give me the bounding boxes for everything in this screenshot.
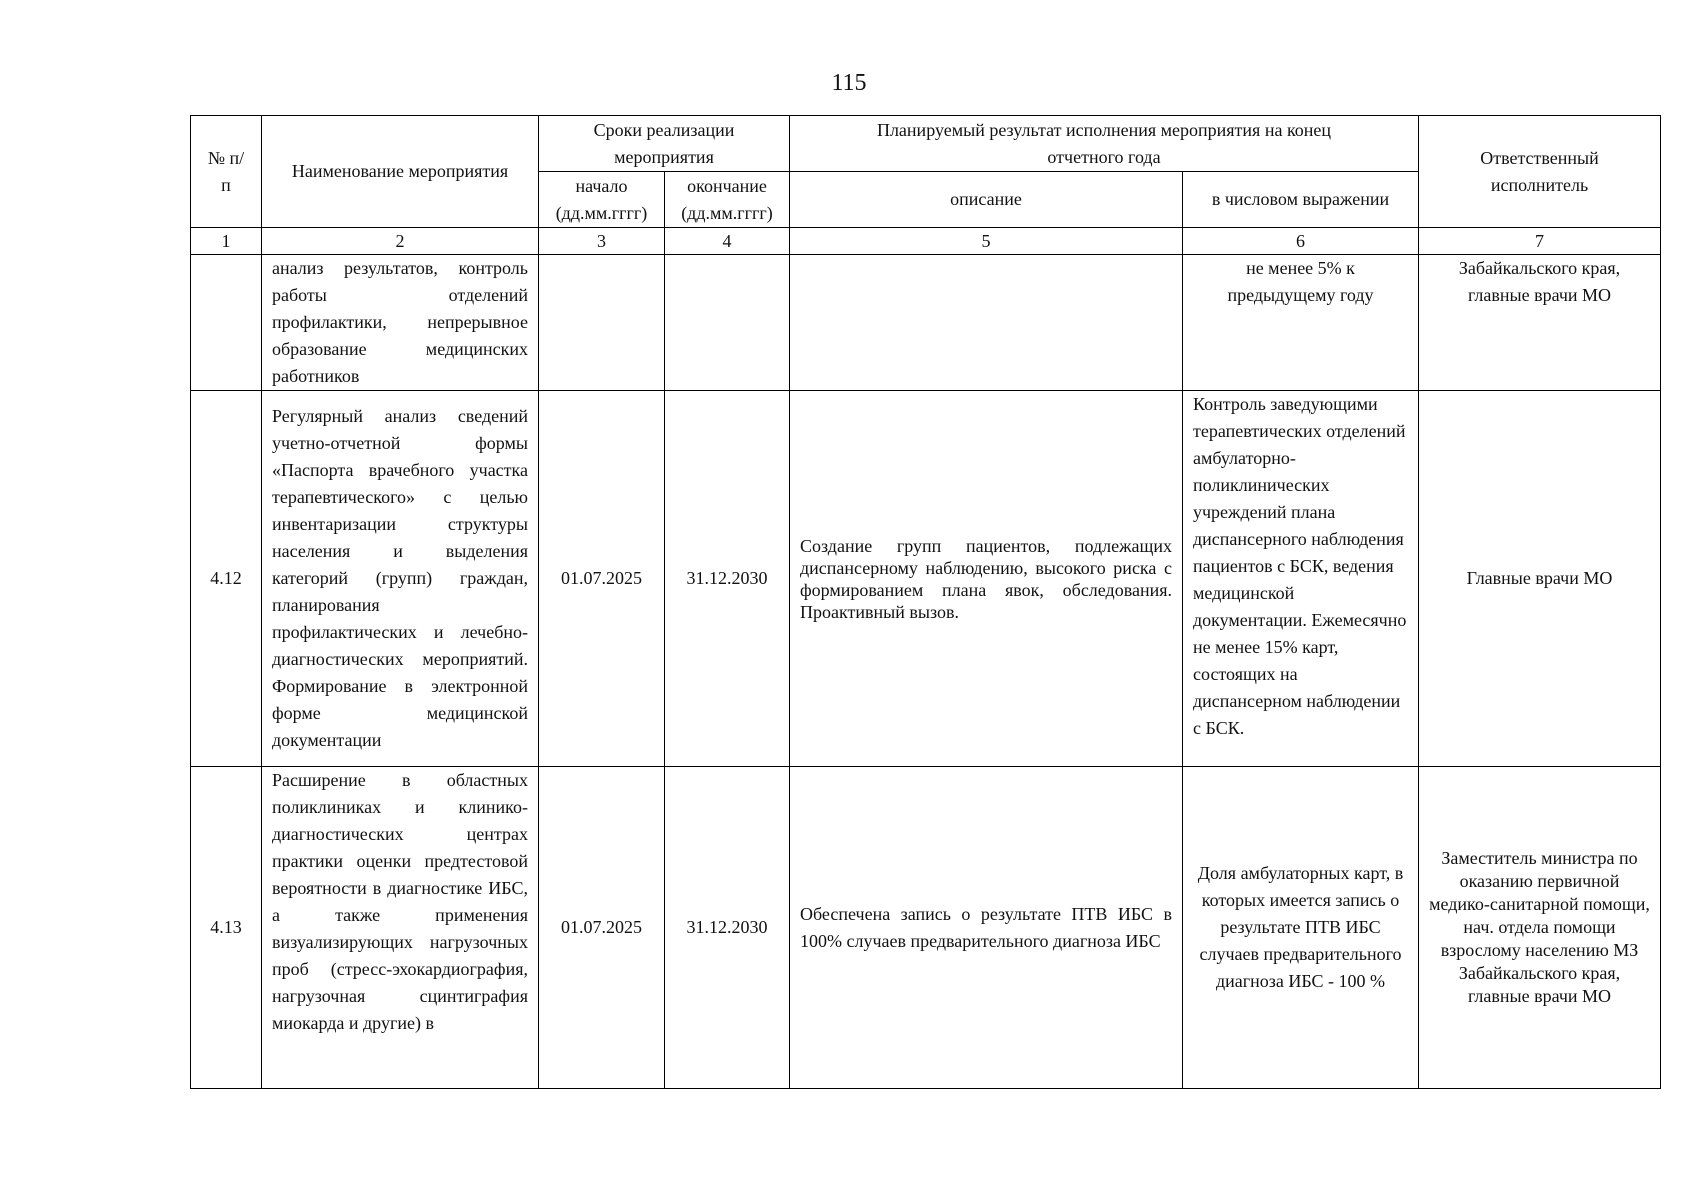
header-name: Наименование мероприятия — [262, 116, 539, 228]
row-numeric: Доля амбулаторных карт, в которых имеется запись о результате ПТВ ИБС случаев предварительного диагноза ИБС - 100 % — [1183, 767, 1419, 1089]
header-responsible: Ответственный исполнитель — [1419, 116, 1661, 228]
row-end: 31.12.2030 — [665, 767, 790, 1089]
header-start: начало (дд.мм.гггг) — [539, 172, 665, 228]
row-num — [191, 255, 262, 391]
column-number: 3 — [539, 228, 665, 255]
header-terms: Сроки реализации мероприятия — [539, 116, 790, 172]
column-number: 5 — [790, 228, 1183, 255]
column-number: 7 — [1419, 228, 1661, 255]
table-row — [191, 767, 1661, 1089]
row-end: 31.12.2030 — [665, 391, 790, 767]
row-numeric: не менее 5% к предыдущему году — [1183, 255, 1419, 391]
row-responsible: Заместитель министра по оказанию первичной медико-санитарной помощи, нач. отдела помощи взрослому населению МЗ Забайкальского края, главные врачи МО — [1419, 767, 1661, 1089]
column-numbers-row — [191, 228, 1661, 255]
row-description: Обеспечена запись о результате ПТВ ИБС в 100% случаев предварительного диагноза ИБС — [790, 767, 1183, 1089]
row-end — [665, 255, 790, 391]
column-number: 2 — [262, 228, 539, 255]
activities-table — [190, 115, 1661, 1089]
header-numeric: в числовом выражении — [1183, 172, 1419, 228]
column-number: 4 — [665, 228, 790, 255]
row-name: анализ результатов, контроль работы отделений профилактики, непрерывное образование медицинских работников — [262, 255, 539, 391]
header-num: № п/п — [191, 116, 262, 228]
table-row — [191, 255, 1661, 391]
row-name: Расширение в областных поликлиниках и клинико-диагностических центрах практики оценки предтестовой вероятности в диагностике ИБС, а также применения визуализирующих нагрузочных проб (стресс-эхокардиография, нагрузочная сцинтиграфия миокарда и другие) в — [262, 767, 539, 1089]
header-end: окончание (дд.мм.гггг) — [665, 172, 790, 228]
row-description — [790, 255, 1183, 391]
row-responsible: Главные врачи МО — [1419, 391, 1661, 767]
row-responsible: Забайкальского края, главные врачи МО — [1419, 255, 1661, 391]
header-description: описание — [790, 172, 1183, 228]
page-number: 115 — [831, 70, 867, 96]
row-start: 01.07.2025 — [539, 391, 665, 767]
table-row — [191, 391, 1661, 767]
column-number: 1 — [191, 228, 262, 255]
row-start: 01.07.2025 — [539, 767, 665, 1089]
row-start — [539, 255, 665, 391]
row-num: 4.12 — [191, 391, 262, 767]
row-num: 4.13 — [191, 767, 262, 1089]
row-name: Регулярный анализ сведений учетно-отчетной формы «Паспорта врачебного участка терапевтического» с целью инвентаризации структуры населения и выделения категорий (групп) граждан, планирования профилактических и лечебно-диагностических мероприятий. Формирование в электронной форме медицинской документации — [262, 391, 539, 767]
table-header — [191, 116, 1661, 255]
column-number: 6 — [1183, 228, 1419, 255]
header-result: Планируемый результат исполнения мероприятия на конец отчетного года — [790, 116, 1419, 172]
row-numeric: Контроль заведующими терапевтических отделений амбулаторно-поликлинических учреждений плана диспансерного наблюдения пациентов с БСК, ведения медицинской документации. Ежемесячно не менее 15% карт, состоящих на диспансерном наблюдении с БСК. — [1183, 391, 1419, 767]
row-description: Создание групп пациентов, подлежащих диспансерному наблюдению, высокого риска с формированием плана явок, обследования. Проактивный вызов. — [790, 391, 1183, 767]
